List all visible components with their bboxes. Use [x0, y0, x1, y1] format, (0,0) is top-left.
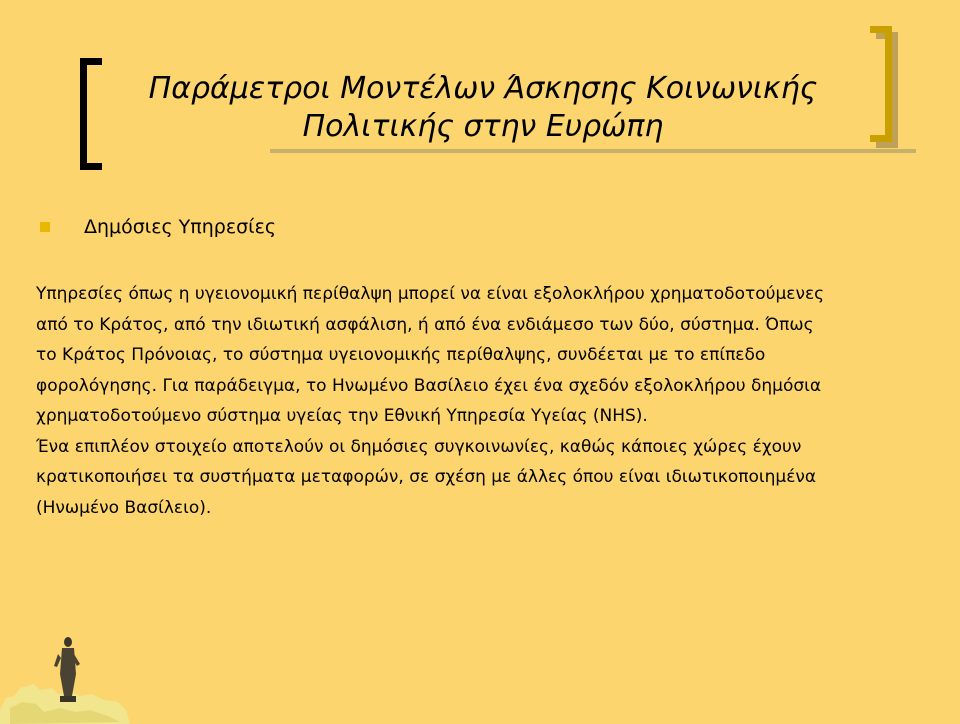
slide-title — [118, 70, 848, 146]
body-line: Ένα επιπλέον στοιχείο αποτελούν οι δημόσιες συγκοινωνίες, καθώς κάποιες χώρες έχουν — [36, 436, 802, 457]
body-line: φορολόγησης. Για παράδειγμα, το Ηνωμένο Βασίλειο έχει ένα σχεδόν εξολοκλήρου δημόσια — [36, 375, 822, 396]
title-bracket-right — [870, 26, 892, 142]
bullet-item — [40, 216, 276, 238]
title-underline — [270, 149, 916, 153]
body-line: κρατικοποιήσει τα συστήματα μεταφορών, σε σχέση με άλλες όπου είναι ιδιωτικοποιημένα — [36, 467, 817, 487]
body-paragraph — [36, 279, 916, 523]
body-line: το Κράτος Πρόνοιας, το σύστημα υγειονομικής περίθαλψης, συνδέεται με το επίπεδο — [36, 345, 766, 365]
body-line: Υπηρεσίες όπως η υγειονομική περίθαλψη μπορεί να είναι εξολοκλήρου χρηματοδοτούμενες — [36, 284, 825, 304]
bullet-square-icon — [40, 222, 50, 232]
body-line: (Ηνωμένο Βασίλειο). — [36, 497, 212, 518]
bullet-heading: Δημόσιες Υπηρεσίες — [84, 216, 276, 238]
europa-statue-map-logo-icon — [0, 618, 130, 724]
slide-title-line-1: Παράμετροι Μοντέλων Άσκησης Κοινωνικής — [148, 71, 818, 106]
title-bracket-left — [80, 58, 102, 170]
body-line: χρηματοδοτούμενο σύστημα υγείας την Εθνική Υπηρεσία Υγείας (NHS). — [36, 406, 648, 426]
body-line: από το Κράτος, από την ιδιωτική ασφάλιση, ή από ένα ενδιάμεσο των δύο, σύστημα. Όπως — [36, 314, 814, 335]
slide-title-line-2: Πολιτικής στην Ευρώπη — [302, 109, 664, 144]
